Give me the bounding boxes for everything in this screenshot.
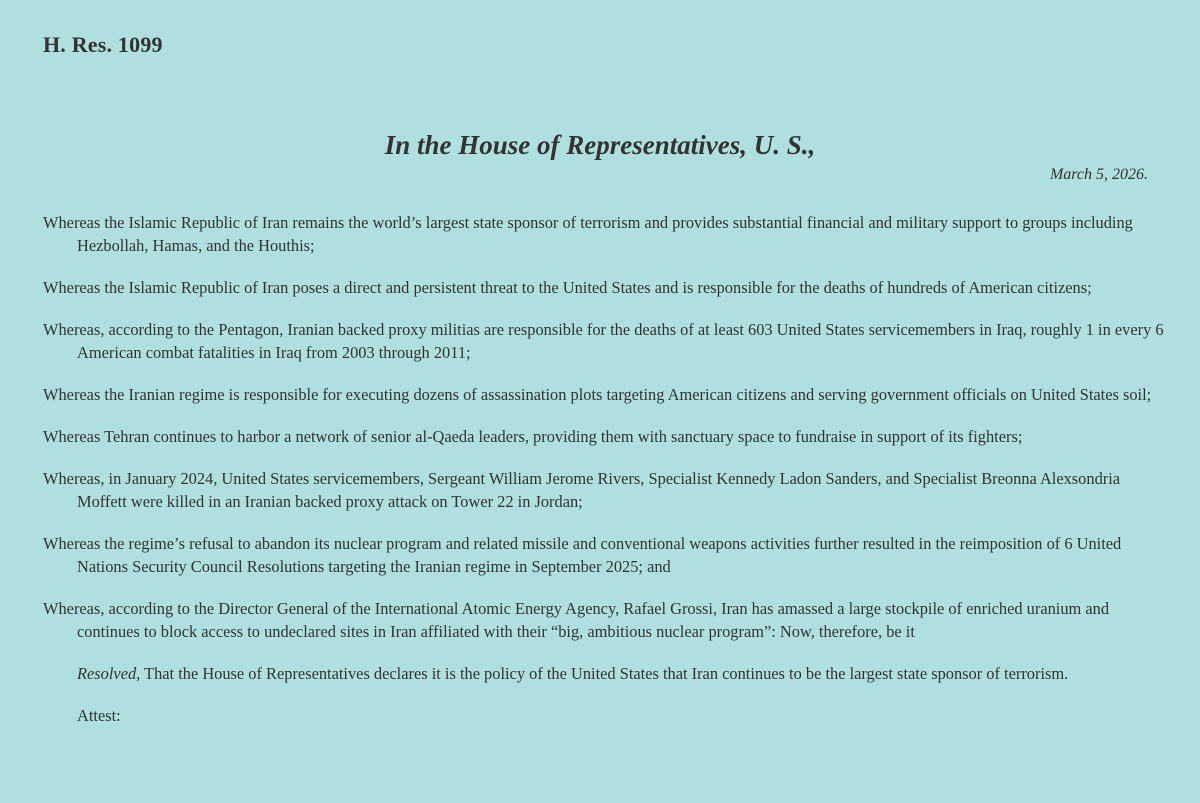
whereas-clause-3: Whereas, according to the Pentagon, Iranian backed proxy militias are responsible for the deaths of at least 603 United States servicemembers in Iraq, roughly 1 in every 6 American combat fatalities in Iraq from 2003 through 2011;	[43, 320, 1164, 362]
whereas-clause-5: Whereas Tehran continues to harbor a network of senior al-Qaeda leaders, providing them with sanctuary space to fundraise in support of its fighters;	[43, 427, 1023, 446]
chamber-title: In the House of Representatives, U. S.,	[384, 130, 816, 160]
whereas-clause-7: Whereas the regime’s refusal to abandon its nuclear program and related missile and conventional weapons activities further resulted in the reimposition of 6 United Nations Security Council Resolutions targeting the Iranian regime in September 2025; and	[43, 534, 1122, 576]
resolved-text: That the House of Representatives declares it is the policy of the United States that Iran continues to be the largest state sponsor of terrorism.	[140, 664, 1069, 683]
whereas-clause-6: Whereas, in January 2024, United States servicemembers, Sergeant William Jerome Rivers, Specialist Kennedy Ladon Sanders, and Specialist Breonna Alexsondria Moffett were killed in an Iranian backed proxy attack on Tower 22 in Jordan;	[43, 469, 1121, 511]
bill-number: H. Res. 1099	[43, 32, 163, 57]
whereas-clause-2: Whereas the Islamic Republic of Iran poses a direct and persistent threat to the United States and is responsible for the deaths of hundreds of American citizens;	[43, 278, 1092, 297]
whereas-clause-8: Whereas, according to the Director General of the International Atomic Energy Agency, Rafael Grossi, Iran has amassed a large stockpile of enriched uranium and continues to block access to undeclared sites in Iran affiliated with their “big, ambitious nuclear program”: Now, therefore, be it	[43, 599, 1110, 641]
whereas-clause-1: Whereas the Islamic Republic of Iran remains the world’s largest state sponsor of terrorism and provides substantial financial and military support to groups including Hezbollah, Hamas, and the Houthis;	[43, 213, 1133, 255]
resolved-clause	[43, 662, 1168, 685]
resolution-body	[43, 211, 1168, 727]
attest-label: Attest:	[77, 706, 121, 725]
resolved-keyword: Resolved,	[77, 664, 141, 683]
whereas-clause-4: Whereas the Iranian regime is responsible for executing dozens of assassination plots targeting American citizens and serving government officials on United States soil;	[43, 385, 1152, 404]
resolution-date: March 5, 2026.	[1049, 166, 1148, 183]
